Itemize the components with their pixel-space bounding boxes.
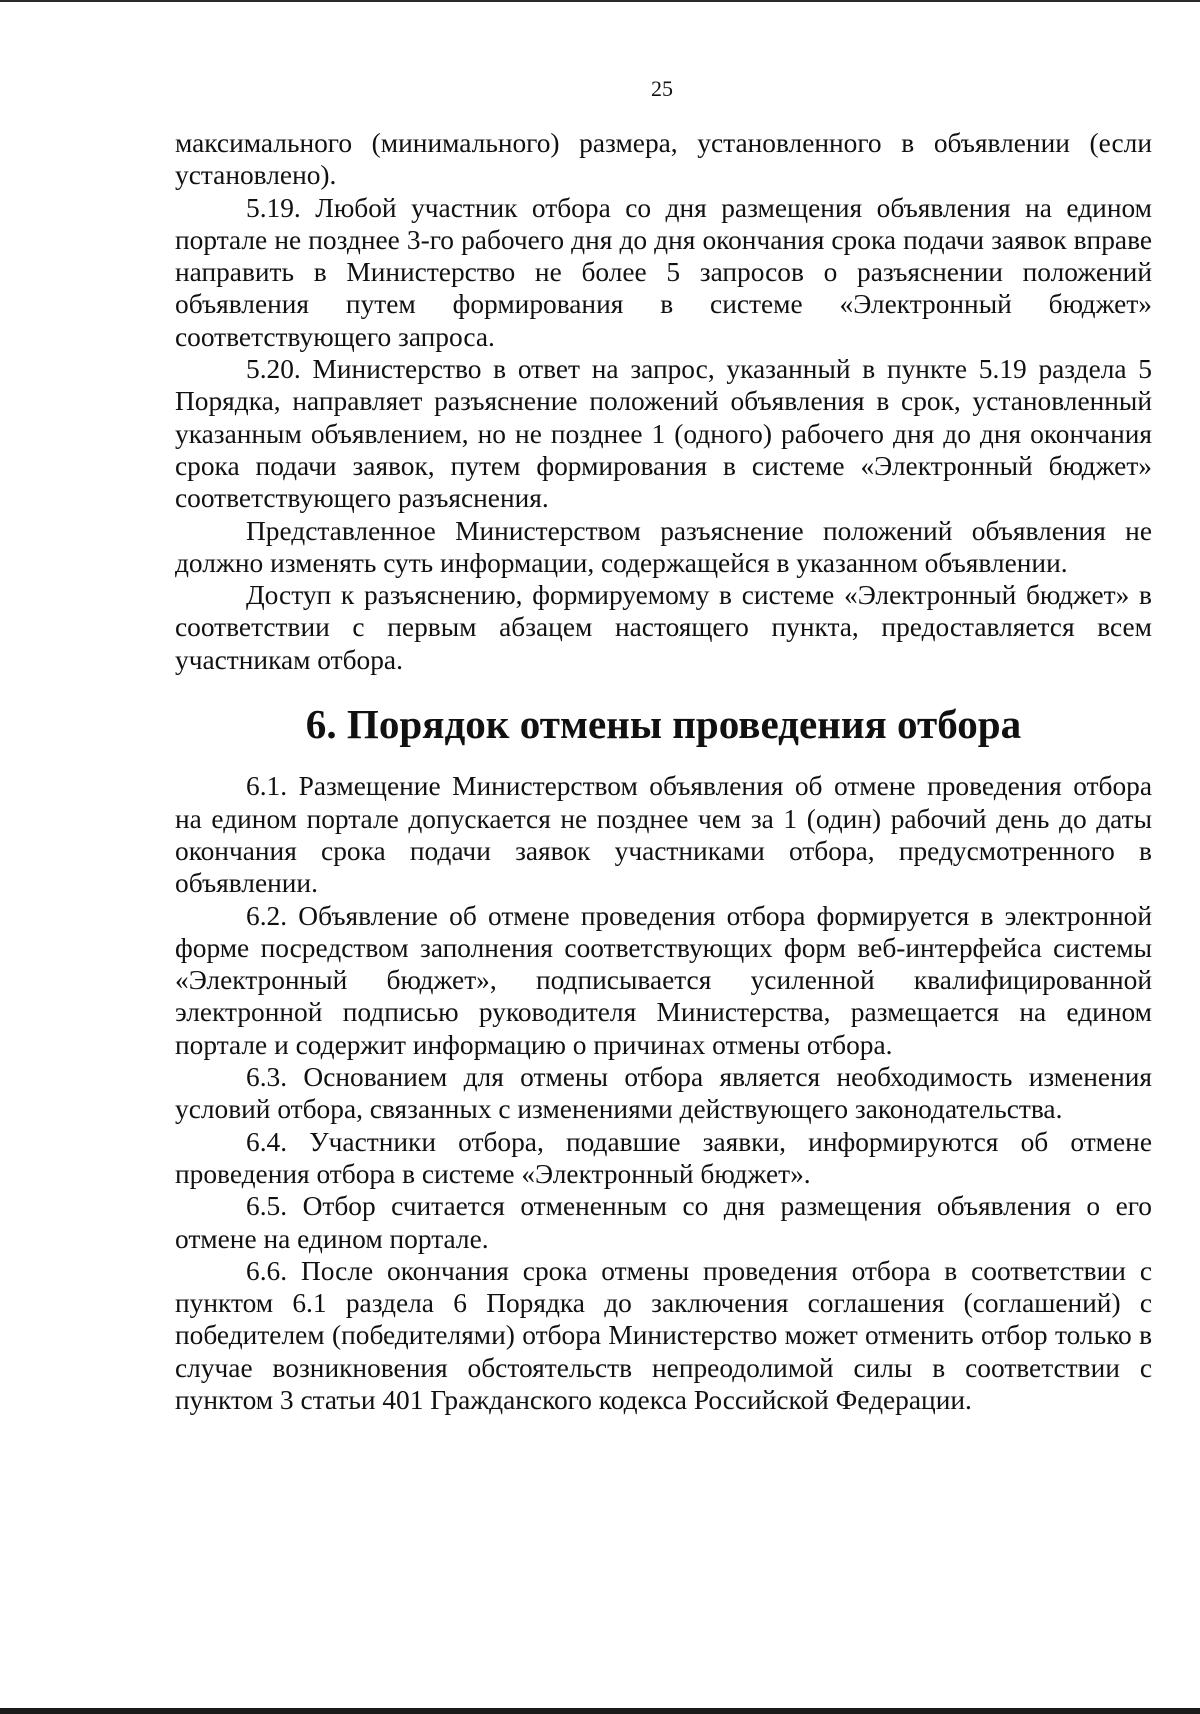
page-number: 25 xyxy=(651,76,673,101)
paragraph-5-19: 5.19. Любой участник отбора со дня размещения объявления на едином портале не позднее 3-го рабочего дня до дня окончания срока подачи заявок вправе направить в Министерство не более 5 запросов о разъяснении положений объявления путем формирования в системе «Электронный бюджет» соответствующего запроса. xyxy=(175,192,1152,352)
paragraph-6-1: 6.1. Размещение Министерством объявления об отмене проведения отбора на едином портале допускается не позднее чем за 1 (один) рабочий день до даты окончания срока подачи заявок участниками отбора, предусмотренного в объявлении. xyxy=(175,771,1152,899)
scan-edge-top xyxy=(0,0,1200,2)
paragraph-6-3: 6.3. Основанием для отмены отбора является необходимость изменения условий отбора, связанных с изменениями действующего законодательства. xyxy=(175,1062,1152,1125)
document-body xyxy=(175,127,1152,1416)
paragraph-6-6: 6.6. После окончания срока отмены проведения отбора в соответствии с пунктом 6.1 раздела 6 Порядка до заключения соглашения (соглашений) с победителем (победителями) отбора Министерство может отменить отбор только в случае возникновения обстоятельств непреодолимой силы в соответствии с пунктом 3 статьи 401 Гражданского кодекса Российской Федерации. xyxy=(175,1255,1152,1415)
paragraph-6-2: 6.2. Объявление об отмене проведения отбора формируется в электронной форме посредством заполнения соответствующих форм веб-интерфейса системы «Электронный бюджет», подписывается усиленной квалифицированной электронной подписью руководителя Министерства, размещается на едином портале и содержит информацию о причинах отмены отбора. xyxy=(175,900,1152,1060)
paragraph-5-20: 5.20. Министерство в ответ на запрос, указанный в пункте 5.19 раздела 5 Порядка, направляет разъяснение положений объявления в срок, установленный указанным объявлением, но не позднее 1 (одного) рабочего дня до дня окончания срока подачи заявок, путем формирования в системе «Электронный бюджет» соответствующего разъяснения. xyxy=(175,354,1152,514)
paragraph-6-5: 6.5. Отбор считается отмененным со дня размещения объявления о его отмене на едином портале. xyxy=(175,1191,1152,1254)
paragraph-5-20-access: Доступ к разъяснению, формируемому в системе «Электронный бюджет» в соответствии с первым абзацем настоящего пункта, предоставляется всем участникам отбора. xyxy=(175,580,1152,675)
scan-edge-bottom xyxy=(0,1708,1200,1714)
paragraph-5-20-clarification: Представленное Министерством разъяснение положений объявления не должно изменять суть информации, содержащейся в указанном объявлении. xyxy=(175,515,1152,578)
paragraph-6-4: 6.4. Участники отбора, подавшие заявки, информируются об отмене проведения отбора в системе «Электронный бюджет». xyxy=(175,1126,1152,1189)
section-heading: 6. Порядок отмены проведения отбора xyxy=(305,701,1022,748)
paragraph-continuation: максимального (минимального) размера, установленного в объявлении (если установлено). xyxy=(175,128,1152,191)
